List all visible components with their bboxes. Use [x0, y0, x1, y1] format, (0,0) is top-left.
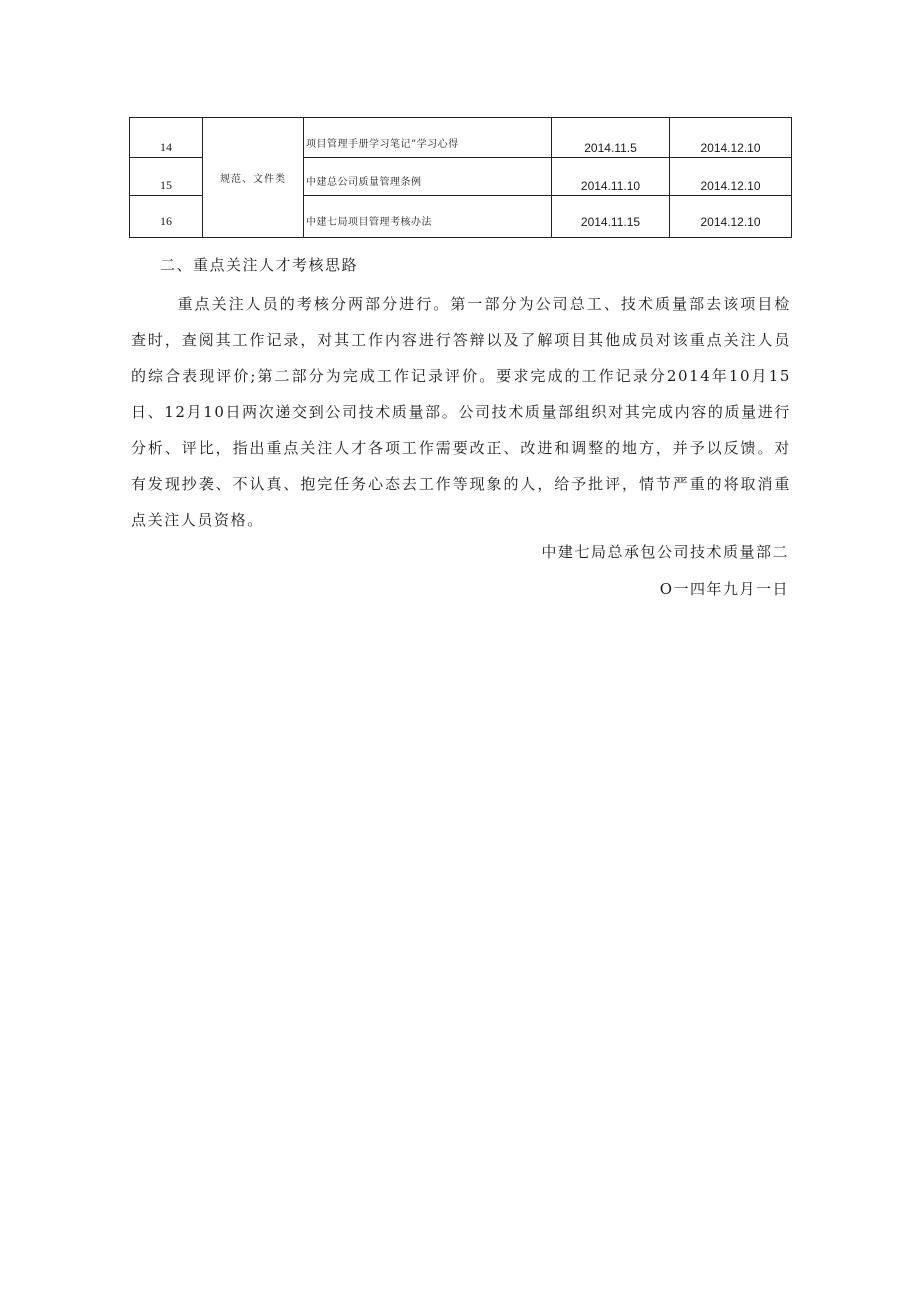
- start-date: 2014.11.15: [552, 196, 670, 238]
- start-date: 2014.11.5: [552, 118, 670, 158]
- document-title: 中建总公司质量管理条例: [304, 158, 552, 196]
- section-paragraph: [131, 286, 791, 538]
- table-row: [130, 118, 792, 158]
- paragraph-text: 重点关注人员的考核分两部分进行。第一部分为公司总工、技术质量部去该项目检查时，查阅其工作记录，对其工作内容进行答辩以及了解项目其他成员对该重点关注人员的综合表现评价;第二部分为完成工作记录评价。要求完成的工作记录分2014年10月15日、12月10日两次递交到公司技术质量部。公司技术质量部组织对其完成内容的质量进行分析、评比，指出重点关注人才各项工作需要改正、改进和调整的地方，并予以反馈。对有发现抄袭、不认真、抱完任务心态去工作等现象的人，给予批评，情节严重的将取消重点关注人员资格。: [131, 295, 791, 529]
- end-date: 2014.12.10: [670, 196, 792, 238]
- document-title: 项目管理手册学习笔记”学习心得: [304, 118, 552, 158]
- document-title: 中建七局项目管理考核办法: [304, 196, 552, 238]
- signature-date: O一四年九月一日: [659, 580, 789, 598]
- study-schedule-table: [129, 117, 792, 238]
- start-date: 2014.11.10: [552, 158, 670, 196]
- category-cell: 规范、文件类: [203, 118, 304, 238]
- end-date: 2014.12.10: [670, 118, 792, 158]
- signature-organization: 中建七局总承包公司技术质量部二: [541, 543, 789, 561]
- row-number: 15: [130, 158, 203, 196]
- row-number: 14: [130, 118, 203, 158]
- end-date: 2014.12.10: [670, 158, 792, 196]
- row-number: 16: [130, 196, 203, 238]
- section-heading: 二、重点关注人才考核思路: [160, 256, 359, 274]
